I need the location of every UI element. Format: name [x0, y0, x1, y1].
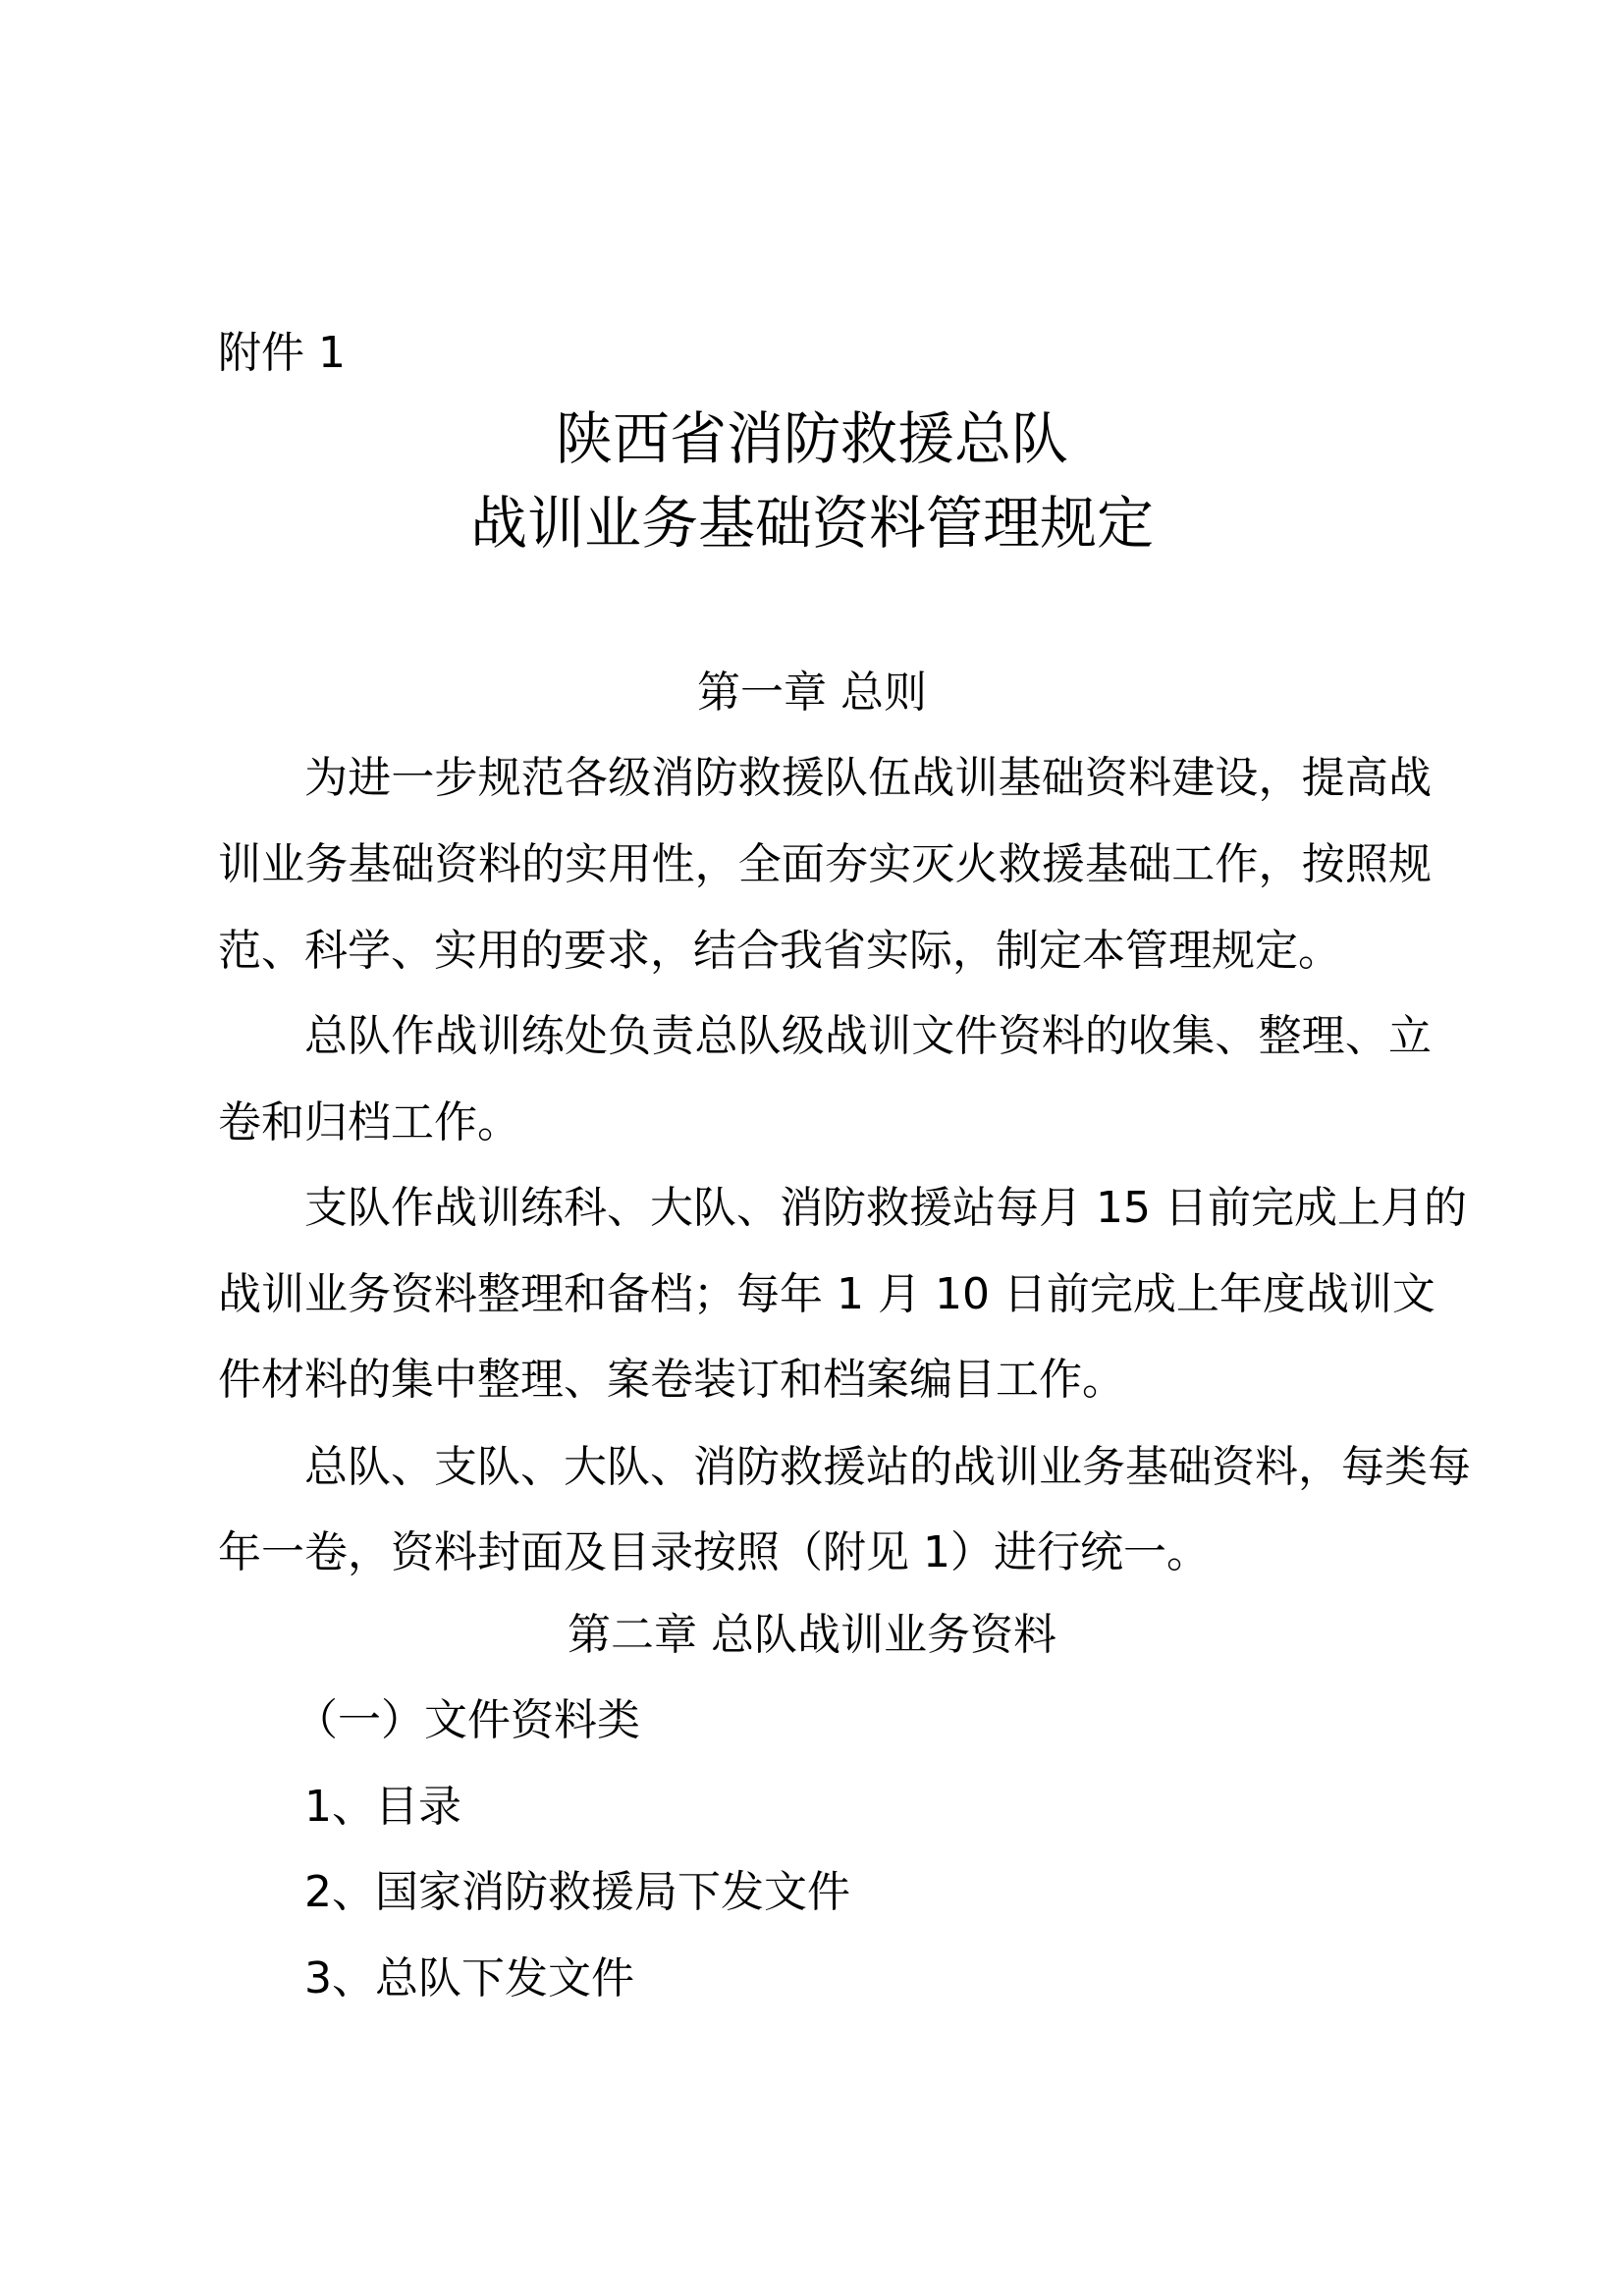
chapter-1-heading: 第一章 总则	[697, 667, 927, 718]
chapter-2-heading: 第二章 总队战训业务资料	[568, 1610, 1056, 1660]
paragraph-line: 卷和归档工作。	[218, 1097, 520, 1148]
list-item: 2、国家消防救援局下发文件	[304, 1867, 850, 1917]
document-title-line-1: 陕西省消防救援总队	[555, 405, 1068, 472]
paragraph-line: 训业务基础资料的实用性，全面夯实灭火救援基础工作，按照规	[218, 839, 1432, 889]
attachment-label: 附件 1	[218, 328, 346, 378]
list-item: 3、总队下发文件	[304, 1953, 634, 2003]
paragraph-line: 范、科学、实用的要求，结合我省实际，制定本管理规定。	[218, 926, 1341, 976]
list-item: 1、目录	[304, 1782, 461, 1832]
document-title-line-2: 战训业务基础资料管理规定	[469, 490, 1154, 557]
section-heading: （一）文件资料类	[295, 1695, 640, 1745]
paragraph-line: 为进一步规范各级消防救援队伍战训基础资料建设，提高战	[304, 753, 1432, 803]
paragraph-line: 总队、支队、大队、消防救援站的战训业务基础资料，每类每	[304, 1442, 1471, 1492]
paragraph-line: 战训业务资料整理和备档；每年 1 月 10 日前完成上年度战训文	[218, 1269, 1435, 1319]
paragraph-line: 总队作战训练处负责总队级战训文件资料的收集、整理、立	[304, 1011, 1432, 1061]
paragraph-line: 年一卷，资料封面及目录按照（附见 1）进行统一。	[218, 1527, 1210, 1577]
paragraph-line: 件材料的集中整理、案卷装订和档案编目工作。	[218, 1355, 1125, 1405]
paragraph-line: 支队作战训练科、大队、消防救援站每月 15 日前完成上月的	[304, 1183, 1467, 1233]
